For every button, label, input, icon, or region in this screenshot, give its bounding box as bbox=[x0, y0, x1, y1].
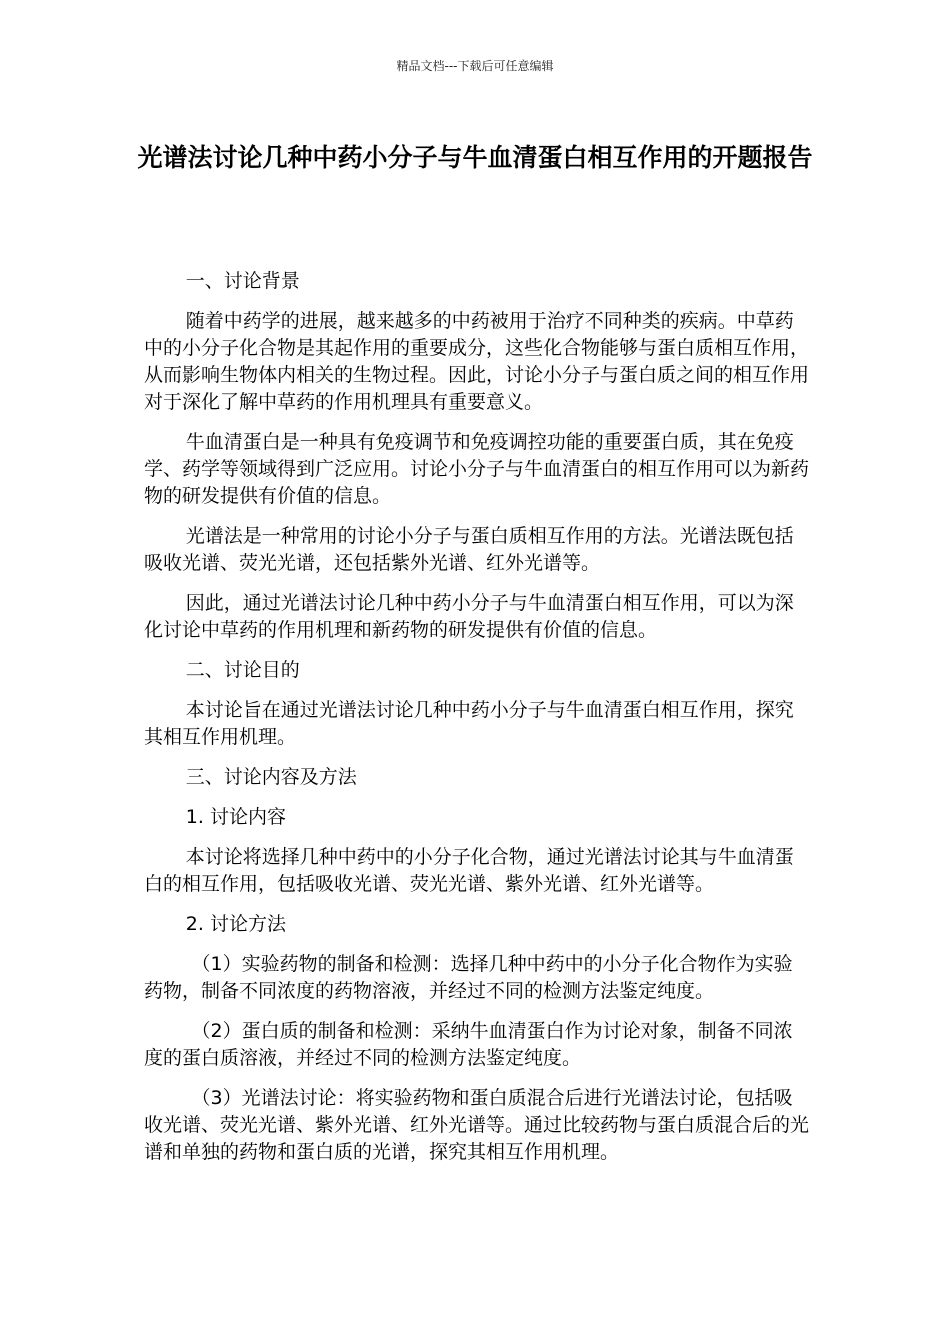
paragraph: 本讨论将选择几种中药中的小分子化合物，通过光谱法讨论其与牛血清蛋白的相互作用，包括吸收光谱、荧光光谱、紫外光谱、红外光谱等。 bbox=[144, 846, 794, 895]
paragraph: 因此，通过光谱法讨论几种中药小分子与牛血清蛋白相互作用，可以为深化讨论中草药的作用机理和新药物的研发提供有价值的信息。 bbox=[144, 592, 794, 641]
page-header-note: 精品文档---下载后可任意编辑 bbox=[396, 59, 554, 73]
paragraph: 本讨论旨在通过光谱法讨论几种中药小分子与牛血清蛋白相互作用，探究其相互作用机理。 bbox=[144, 699, 794, 748]
paragraph: 光谱法是一种常用的讨论小分子与蛋白质相互作用的方法。光谱法既包括吸收光谱、荧光光谱，还包括紫外光谱、红外光谱等。 bbox=[144, 525, 794, 574]
section-heading-background: 一、讨论背景 bbox=[185, 270, 300, 292]
method-item: （2）蛋白质的制备和检测：采纳牛血清蛋白作为讨论对象，制备不同浓度的蛋白质溶液，并经过不同的检测方法鉴定纯度。 bbox=[144, 1020, 793, 1069]
paragraph: 随着中药学的进展，越来越多的中药被用于治疗不同种类的疾病。中草药中的小分子化合物是其起作用的重要成分，这些化合物能够与蛋白质相互作用，从而影响生物体内相关的生物过程。因此，讨论小分子与蛋白质之间的相互作用对于深化了解中草药的作用机理具有重要意义。 bbox=[144, 310, 810, 413]
subsection-heading-content: 1. 讨论内容 bbox=[185, 806, 286, 828]
document-title: 光谱法讨论几种中药小分子与牛血清蛋白相互作用的开题报告 bbox=[137, 143, 813, 172]
document-body bbox=[144, 268, 809, 1179]
method-item: （1）实验药物的制备和检测：选择几种中药中的小分子化合物作为实验药物，制备不同浓度的药物溶液，并经过不同的检测方法鉴定纯度。 bbox=[144, 953, 793, 1002]
section-heading-content: 三、讨论内容及方法 bbox=[185, 766, 357, 788]
section-heading-purpose: 二、讨论目的 bbox=[185, 659, 300, 681]
subsection-heading-method: 2. 讨论方法 bbox=[185, 913, 286, 935]
method-item: （3）光谱法讨论：将实验药物和蛋白质混合后进行光谱法讨论，包括吸收光谱、荧光光谱、紫外光谱、红外光谱等。通过比较药物与蛋白质混合后的光谱和单独的药物和蛋白质的光谱，探究其相互作用机理。 bbox=[144, 1087, 810, 1163]
paragraph: 牛血清蛋白是一种具有免疫调节和免疫调控功能的重要蛋白质，其在免疫学、药学等领域得到广泛应用。讨论小分子与牛血清蛋白的相互作用可以为新药物的研发提供有价值的信息。 bbox=[144, 431, 810, 507]
